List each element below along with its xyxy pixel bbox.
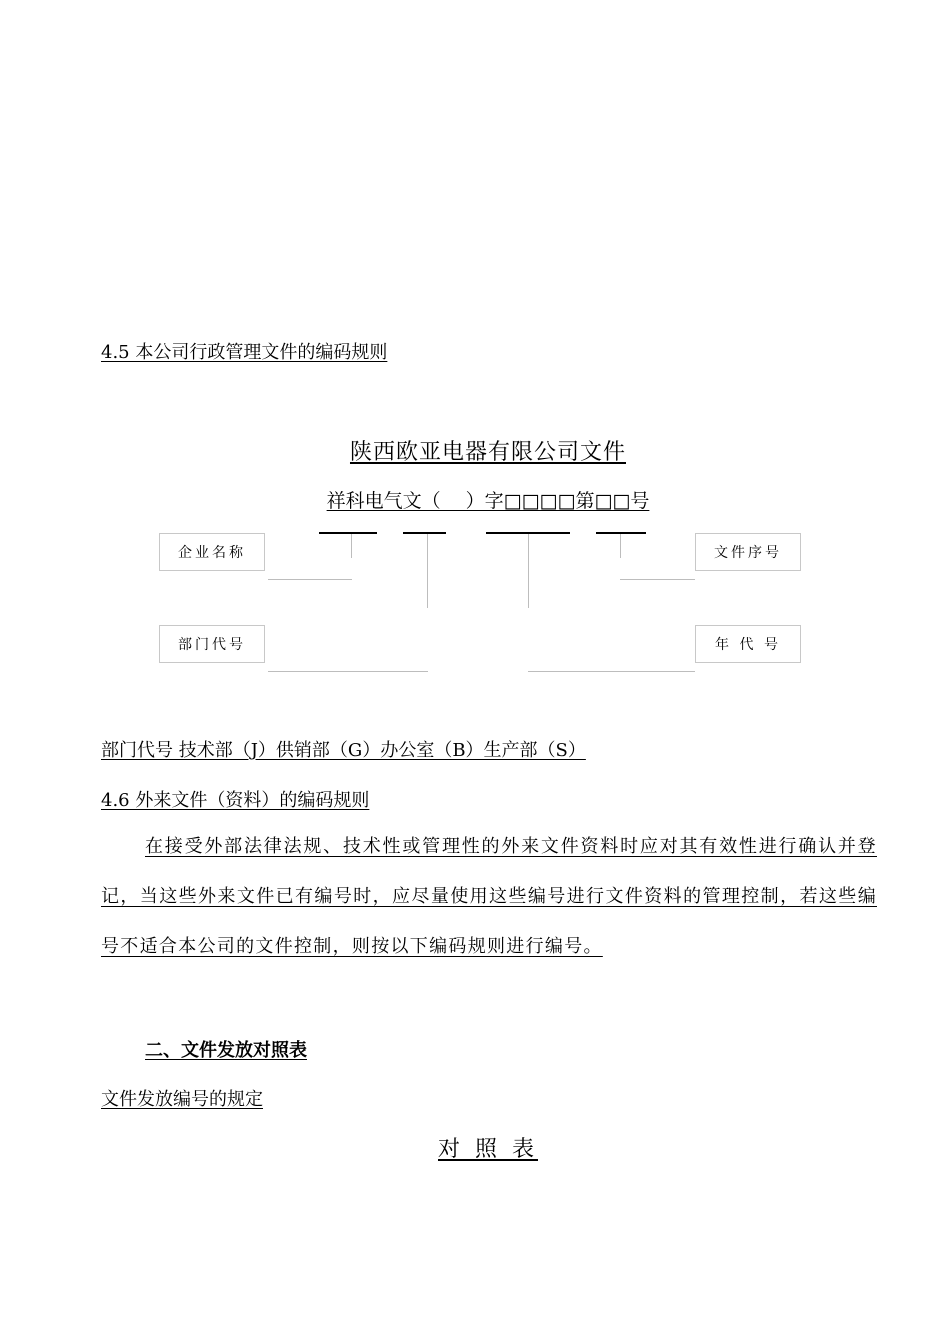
label-year-code: 年 代 号 <box>695 625 801 663</box>
connector-company-h <box>268 579 352 580</box>
connector-dept-v <box>427 534 428 608</box>
comparison-table-title: 对 照 表 <box>438 1137 538 1162</box>
label-dept-code: 部门代号 <box>159 625 265 663</box>
issue-rule-line: 文件发放编号的规定 <box>101 1089 263 1110</box>
dept-codes-line: 部门代号 技术部（J）供销部（G）办公室（B）生产部（S） <box>101 740 586 761</box>
connector-dept-h <box>268 671 428 672</box>
connector-year-h <box>528 671 695 672</box>
section-4-6-body: 在接受外部法律法规、技术性或管理性的外来文件资料时应对其有效性进行确认并登记，当这些外来文件已有编号时，应尽量使用这些编号进行文件资料的管理控制，若这些编号不适合本公司的文件控制，则按以下编码规则进行编号。 <box>101 836 877 957</box>
label-file-sequence: 文件序号 <box>695 533 801 571</box>
segment-bar-company <box>319 532 377 534</box>
section-2-heading: 二、文件发放对照表 <box>145 1040 307 1061</box>
connector-year-v <box>528 534 529 608</box>
segment-bar-dept <box>403 532 446 534</box>
company-document-title: 陕西欧亚电器有限公司文件 <box>349 440 626 465</box>
label-company-name: 企业名称 <box>159 533 265 571</box>
document-number-format: 祥科电气文（ ）字□□□□第□□号 <box>326 490 650 512</box>
connector-sequence-v <box>620 534 621 558</box>
section-4-6-heading: 4.6 外来文件（资料）的编码规则 <box>101 790 370 811</box>
segment-bar-sequence <box>596 532 646 534</box>
section-4-5-heading: 4.5 本公司行政管理文件的编码规则 <box>101 342 388 363</box>
connector-company-v <box>351 534 352 558</box>
connector-sequence-h <box>620 579 695 580</box>
